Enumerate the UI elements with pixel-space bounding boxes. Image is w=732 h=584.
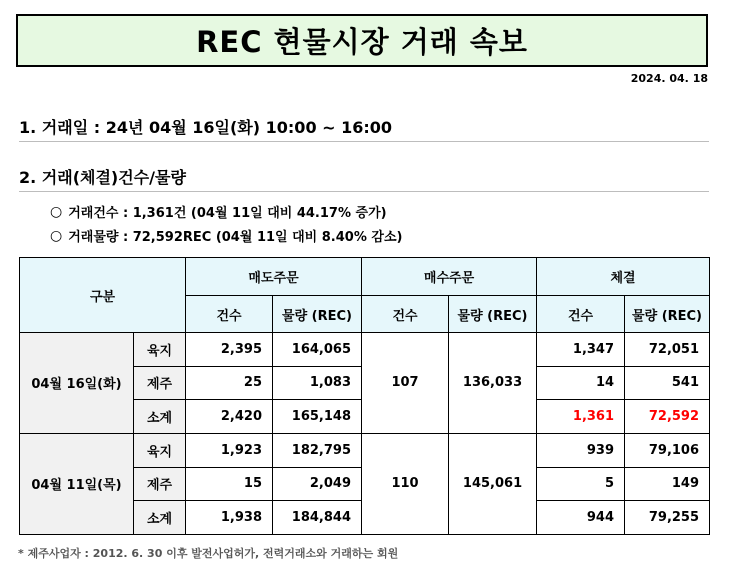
sell-volume: 1,083 (273, 366, 362, 400)
header-category: 구분 (20, 258, 186, 333)
circle-bullet-icon: ○ (50, 203, 63, 220)
header-sell-orders: 매도주문 (186, 258, 362, 296)
buy-count: 110 (362, 433, 449, 534)
region-label: 제주 (134, 467, 186, 501)
region-label: 육지 (134, 333, 186, 367)
table-row (20, 433, 710, 467)
settled-count: 939 (537, 433, 625, 467)
buy-volume: 145,061 (449, 433, 537, 534)
region-label: 소계 (134, 501, 186, 535)
sell-count: 25 (186, 366, 273, 400)
sell-volume: 2,049 (273, 467, 362, 501)
settled-count: 1,347 (537, 333, 625, 367)
settled-count-highlight: 1,361 (537, 400, 625, 434)
settled-count: 14 (537, 366, 625, 400)
region-label: 육지 (134, 433, 186, 467)
settled-count: 944 (537, 501, 625, 535)
sell-count: 1,938 (186, 501, 273, 535)
header-settled-count: 건수 (537, 296, 625, 333)
sell-count: 1,923 (186, 433, 273, 467)
settled-volume: 79,106 (625, 433, 710, 467)
bullet-trade-volume (50, 226, 402, 245)
header-settled: 체결 (537, 258, 710, 296)
settled-count: 5 (537, 467, 625, 501)
header-buy-count: 건수 (362, 296, 449, 333)
page-title: REC 현물시장 거래 속보 (16, 14, 708, 67)
table-row (20, 333, 710, 367)
bullet-text: 거래건수 : 1,361건 (04월 11일 대비 44.17% 증가) (68, 206, 387, 221)
section-trade-count-volume: 2. 거래(체결)건수/물량 (19, 165, 709, 192)
sell-volume: 184,844 (273, 501, 362, 535)
settled-volume: 541 (625, 366, 710, 400)
settled-volume-highlight: 72,592 (625, 400, 710, 434)
sell-volume: 165,148 (273, 400, 362, 434)
trade-summary-table (19, 257, 710, 535)
report-date: 2024. 04. 18 (630, 72, 708, 85)
header-buy-orders: 매수주문 (362, 258, 537, 296)
header-buy-volume: 물량 (REC) (449, 296, 537, 333)
region-label: 제주 (134, 366, 186, 400)
group-label: 04월 11일(목) (20, 433, 134, 534)
header-settled-volume: 물량 (REC) (625, 296, 710, 333)
circle-bullet-icon: ○ (50, 227, 63, 244)
sell-count: 2,395 (186, 333, 273, 367)
sell-count: 2,420 (186, 400, 273, 434)
bullet-trade-count (50, 202, 387, 221)
header-sell-count: 건수 (186, 296, 273, 333)
sell-volume: 182,795 (273, 433, 362, 467)
buy-count: 107 (362, 333, 449, 434)
sell-count: 15 (186, 467, 273, 501)
buy-volume: 136,033 (449, 333, 537, 434)
group-label: 04월 16일(화) (20, 333, 134, 434)
sell-volume: 164,065 (273, 333, 362, 367)
settled-volume: 149 (625, 467, 710, 501)
section-trading-day: 1. 거래일 : 24년 04월 16일(화) 10:00 ~ 16:00 (19, 115, 709, 142)
settled-volume: 79,255 (625, 501, 710, 535)
header-sell-volume: 물량 (REC) (273, 296, 362, 333)
settled-volume: 72,051 (625, 333, 710, 367)
bullet-text: 거래물량 : 72,592REC (04월 11일 대비 8.40% 감소) (68, 230, 403, 245)
region-label: 소계 (134, 400, 186, 434)
footnote: * 제주사업자 : 2012. 6. 30 이후 발전사업허가, 전력거래소와 거래하는 회원 (18, 547, 399, 560)
